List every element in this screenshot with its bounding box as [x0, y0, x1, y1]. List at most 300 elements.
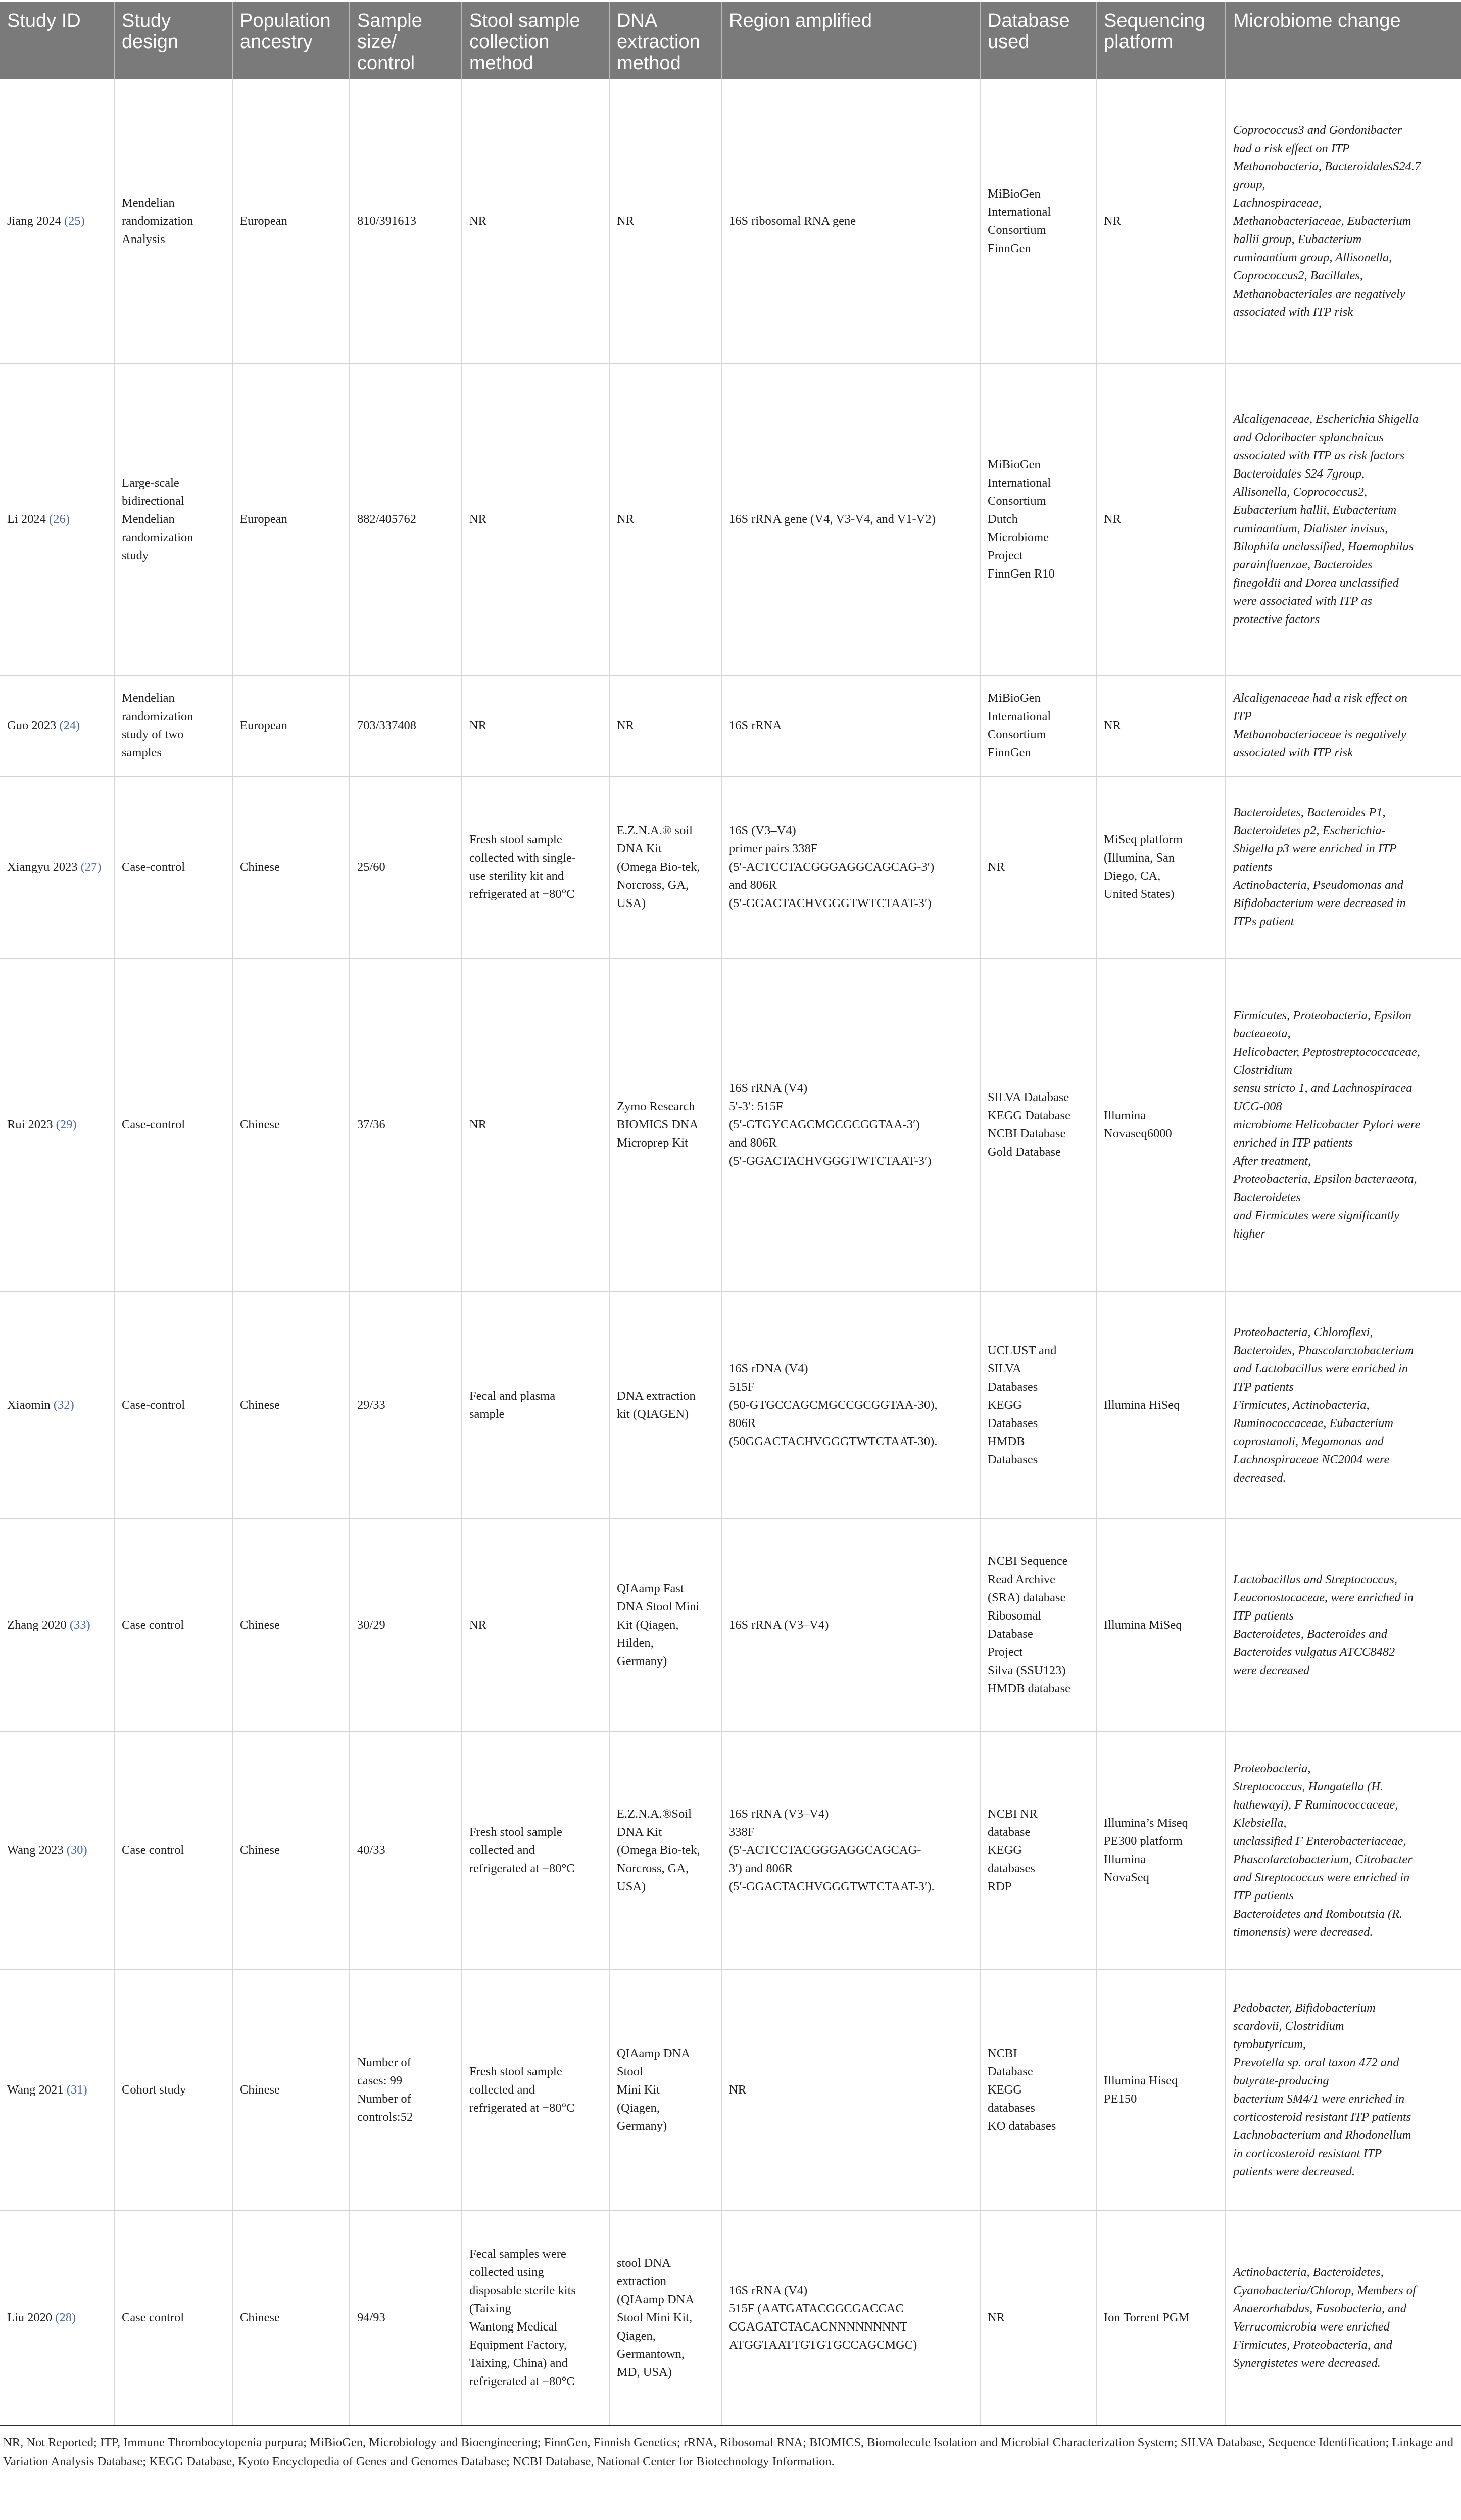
cell-line: Firmicutes, Actinobacteria,: [1233, 1398, 1370, 1412]
cell-line: QIAamp DNA: [617, 2047, 690, 2060]
cell-line: KO databases: [988, 2119, 1056, 2133]
cell-microbiome-change: [1226, 364, 1461, 675]
cell-study-id: [0, 79, 114, 364]
cell-line: Synergistetes were decreased.: [1233, 2356, 1381, 2370]
cell-line: hathewayi), F Ruminococcaceae,: [1233, 1798, 1398, 1812]
cell-database-used: [980, 2210, 1096, 2426]
cell-line: HMDB database: [988, 1682, 1070, 1695]
cell-study-design: [114, 675, 232, 776]
cell-study-design: [114, 1292, 232, 1519]
cell-microbiome-change: [1226, 1970, 1461, 2210]
cell-line: Consortium: [988, 494, 1046, 508]
cell-line: use sterility kit and: [469, 869, 564, 883]
study-id-text: Rui 2023: [7, 1118, 53, 1131]
cell-line: Databases: [988, 1380, 1038, 1394]
cell-line: stool DNA: [617, 2256, 671, 2270]
cell-line: Number of: [357, 2092, 411, 2106]
cell-line: MiBioGen: [988, 458, 1041, 471]
cell-region-amplified: [721, 675, 980, 776]
cell-line: Germantown,: [617, 2347, 685, 2361]
cell-line: associated with ITP risk: [1233, 746, 1353, 759]
cell-line: Illumina’s Miseq: [1104, 1816, 1188, 1830]
cell-line: Bacteroidetes, Bacteroides P1,: [1233, 805, 1386, 819]
cell-line: USA): [617, 896, 646, 910]
cell-line: MiSeq platform: [1104, 833, 1183, 846]
cell-line: Stool Mini Kit,: [617, 2311, 693, 2324]
cell-line: primer pairs 338F: [729, 842, 818, 855]
study-id-text: Li 2024: [7, 512, 46, 526]
cell-line: Chinese: [240, 860, 280, 874]
cell-line: Project: [988, 549, 1023, 562]
cell-line: group,: [1233, 177, 1265, 192]
cell-sample-size: [350, 958, 462, 1292]
cell-line: (Illumina, San: [1104, 851, 1175, 865]
cell-line: 3′) and 806R: [729, 1862, 793, 1875]
cell-line: Case control: [122, 2311, 184, 2324]
cell-study-id: [0, 1731, 114, 1970]
cell-line: ITP patients: [1233, 1889, 1294, 1903]
study-table: [0, 2, 1461, 2426]
table-row: [0, 1970, 1461, 2210]
cell-line: 94/93: [357, 2311, 385, 2324]
cell-line: International: [988, 476, 1051, 490]
cell-line: Dutch: [988, 512, 1018, 526]
cell-line: in corticosteroid resistant ITP: [1233, 2147, 1382, 2160]
cell-line: unclassified F Enterobacteriaceae,: [1233, 1834, 1406, 1848]
cell-line: Databases: [988, 1416, 1038, 1430]
cell-study-design: [114, 364, 232, 675]
cell-line: QIAamp Fast: [617, 1582, 684, 1595]
cell-line: collected and: [469, 2083, 535, 2097]
cell-dna-extraction: [609, 958, 721, 1292]
cell-line: Germany): [617, 2119, 667, 2133]
cell-line: KEGG: [988, 2083, 1022, 2097]
cell-line: collected and: [469, 1843, 535, 1857]
cell-study-id: [0, 364, 114, 675]
cell-sample-size: [350, 364, 462, 675]
cell-line: 5′-3′: 515F: [729, 1100, 783, 1113]
header-microbiome-change: Microbiome change: [1226, 2, 1461, 79]
study-id-text: Jiang 2024: [7, 214, 61, 228]
cell-line: SILVA Database: [988, 1090, 1069, 1104]
cell-line: NR: [469, 512, 487, 526]
cell-study-id: [0, 776, 114, 958]
cell-line: Lachnospiraceae NC2004 were: [1233, 1453, 1390, 1466]
cell-line: Norcross, GA,: [617, 878, 689, 892]
cell-line: Anaerorhabdus, Fusobacteria, and: [1233, 2302, 1406, 2315]
cell-line: Case-control: [122, 860, 185, 874]
cell-line: butyrate-producing: [1233, 2074, 1329, 2087]
cell-line: 16S (V3–V4): [729, 824, 796, 837]
cell-line: Actinobacteria, Bacteroidetes,: [1233, 2265, 1384, 2279]
cell-sequencing-platform: [1096, 2210, 1226, 2426]
cell-line: DNA extraction: [617, 1389, 696, 1403]
cell-line: associated with ITP risk: [1233, 305, 1353, 319]
cell-line: 16S rRNA (V3–V4): [729, 1807, 829, 1821]
cell-database-used: [980, 958, 1096, 1292]
cell-line: NovaSeq: [1104, 1871, 1149, 1884]
cell-line: Number of: [357, 2056, 411, 2069]
cell-line: PE300 platform: [1104, 1834, 1183, 1848]
cell-region-amplified: [721, 79, 980, 364]
cell-line: collected using: [469, 2265, 544, 2279]
reference-link[interactable]: (33): [69, 1618, 90, 1632]
cell-line: Prevotella sp. oral taxon 472 and: [1233, 2056, 1399, 2069]
cell-sequencing-platform: [1096, 675, 1226, 776]
cell-line: (SRA) database: [988, 1591, 1066, 1604]
cell-line: CGAGATCTACACNNNNNNNNT: [729, 2320, 908, 2334]
cell-line: Bacteroidetes p2, Escherichia-: [1233, 824, 1386, 837]
cell-dna-extraction: [609, 776, 721, 958]
cell-line: Alcaligenaceae, Escherichia Shigella: [1233, 412, 1419, 426]
cell-line: parainfluenzae, Bacteroides: [1233, 558, 1373, 572]
cell-population-ancestry: [232, 675, 350, 776]
cell-line: Read Archive: [988, 1573, 1056, 1586]
cell-microbiome-change: [1226, 1292, 1461, 1519]
cell-line: patients: [1233, 860, 1273, 874]
cell-line: UCLUST and: [988, 1344, 1057, 1357]
table-header: [0, 2, 1461, 79]
cell-stool-collection: [462, 1292, 609, 1519]
cell-line: Illumina Hiseq: [1104, 2074, 1178, 2087]
cell-microbiome-change: [1226, 79, 1461, 364]
cell-sequencing-platform: [1096, 1970, 1226, 2210]
cell-line: randomization: [122, 709, 193, 723]
cell-line: BIOMICS DNA: [617, 1118, 699, 1131]
cell-line: Fecal samples were: [469, 2247, 566, 2261]
cell-line: KEGG: [988, 1843, 1022, 1857]
cell-study-design: [114, 2210, 232, 2426]
cell-line: MiBioGen: [988, 186, 1041, 201]
cell-line: Case-control: [122, 1118, 185, 1131]
cell-line: Chinese: [240, 2311, 280, 2324]
cell-line: Qiagen,: [617, 2329, 656, 2343]
study-id-text: Xiangyu 2023: [7, 860, 78, 874]
cell-stool-collection: [462, 79, 609, 364]
cell-line: Coprococcus3 and Gordonibacter: [1233, 123, 1402, 137]
cell-study-id: [0, 1519, 114, 1731]
cell-stool-collection: [462, 958, 609, 1292]
cell-line: 16S rRNA (V4): [729, 2284, 808, 2297]
table-row: [0, 364, 1461, 675]
cell-line: refrigerated at −80°C: [469, 2374, 575, 2388]
cell-region-amplified: [721, 1292, 980, 1519]
cell-dna-extraction: [609, 1519, 721, 1731]
cell-line: DNA Kit: [617, 1825, 662, 1839]
cell-line: Databases: [988, 1453, 1038, 1466]
cell-line: E.Z.N.A.® soil: [617, 824, 693, 837]
header-study-design: Study design: [114, 2, 232, 79]
cell-line: and Streptococcus were enriched in: [1233, 1871, 1410, 1884]
cell-dna-extraction: [609, 79, 721, 364]
cell-line: Bacteroides vulgatus ATCC8482: [1233, 1645, 1395, 1659]
cell-population-ancestry: [232, 1519, 350, 1731]
header-row: [0, 2, 1461, 79]
cell-line: were associated with ITP as: [1233, 594, 1372, 608]
cell-region-amplified: [721, 1731, 980, 1970]
cell-line: NR: [469, 214, 487, 228]
cell-line: sample: [469, 1407, 505, 1421]
cell-line: 16S rRNA (V3–V4): [729, 1618, 829, 1632]
cell-line: NR: [617, 214, 635, 228]
cell-stool-collection: [462, 1731, 609, 1970]
cell-line: 515F (AATGATACGGCGACCAC: [729, 2302, 904, 2315]
cell-region-amplified: [721, 958, 980, 1292]
cell-line: scardovii, Clostridium: [1233, 2019, 1344, 2033]
cell-line: (50-GTGCCAGCMGCCGCGGTAA-30),: [729, 1398, 938, 1412]
cell-line: Proteobacteria, Epsilon bacteraeota,: [1233, 1172, 1417, 1186]
cell-line: NR: [469, 1118, 487, 1131]
cell-line: Alcaligenaceae had a risk effect on: [1233, 691, 1407, 705]
cell-line: Lachnobacterium and Rhodonellum: [1233, 2128, 1411, 2142]
cell-study-id: [0, 2210, 114, 2426]
cell-line: 16S rRNA gene (V4, V3-V4, and V1-V2): [729, 512, 936, 526]
cell-line: International: [988, 709, 1051, 723]
cell-line: KEGG Database: [988, 1109, 1070, 1122]
cell-line: 16S rRNA (V4): [729, 1081, 808, 1095]
cell-line: controls:52: [357, 2110, 413, 2124]
cell-database-used: [980, 776, 1096, 958]
header-dna-extraction: DNA extraction method: [609, 2, 721, 79]
cell-line: were decreased: [1233, 1663, 1310, 1677]
cell-line: NCBI Database: [988, 1127, 1066, 1140]
cell-line: study: [122, 549, 149, 562]
cell-line: and 806R: [729, 1136, 777, 1150]
header-study-id: Study ID: [0, 2, 114, 79]
cell-database-used: [980, 1292, 1096, 1519]
cell-line: databases: [988, 1862, 1035, 1875]
cell-microbiome-change: [1226, 958, 1461, 1292]
cell-line: Mendelian: [122, 691, 175, 705]
cell-line: Database: [988, 2065, 1033, 2078]
cell-line: NR: [469, 719, 487, 732]
table-footnote: NR, Not Reported; ITP, Immune Thrombocytopenia purpura; MiBioGen, Microbiology and Bioengineering; FinnGen, Finnish Genetics; rRNA, Ribosomal RNA; BIOMICS, Biomolecule Isolation and Microbial Characterization System; SILVA Database, Sequence Identification; Linkage and Variation Analysis Database; KEGG Database, Kyoto Encyclopedia of Genes and Genomes Database; NCBI Database, National Center for Biotechnology Information.: [3, 2436, 1454, 2468]
cell-line: Fresh stool sample: [469, 1825, 562, 1839]
cell-line: Proteobacteria,: [1233, 1762, 1311, 1775]
cell-line: Methanobacteriaceae, Eubacterium: [1233, 214, 1411, 228]
table-row: [0, 2210, 1461, 2426]
cell-line: Wantong Medical: [469, 2320, 558, 2334]
cell-line: Diego, CA,: [1104, 869, 1161, 883]
cell-line: DNA Kit: [617, 842, 662, 855]
cell-line: 25/60: [357, 860, 385, 874]
cell-line: Fresh stool sample: [469, 833, 562, 846]
cell-line: Stool: [617, 2065, 643, 2078]
reference-link[interactable]: (30): [66, 1843, 87, 1857]
cell-line: bacterium SM4/1 were enriched in: [1233, 2092, 1405, 2106]
cell-line: (5′-ACTCCTACGGGAGGCAGCAG-3′): [729, 860, 935, 874]
reference-link[interactable]: (25): [64, 214, 85, 228]
cell-sample-size: [350, 1292, 462, 1519]
cell-population-ancestry: [232, 1731, 350, 1970]
cell-line: 703/337408: [357, 719, 417, 732]
study-id-text: Wang 2021: [7, 2083, 64, 2097]
cell-line: FinnGen: [988, 241, 1031, 255]
cell-population-ancestry: [232, 1292, 350, 1519]
cell-line: Proteobacteria, Chloroflexi,: [1233, 1325, 1373, 1339]
reference-link[interactable]: (24): [59, 719, 80, 732]
cell-line: After treatment,: [1233, 1154, 1311, 1168]
cell-line: NCBI NR: [988, 1807, 1038, 1821]
cell-line: NR: [729, 2083, 747, 2097]
cell-microbiome-change: [1226, 675, 1461, 776]
cell-line: Allisonella, Coprococcus2,: [1233, 485, 1368, 499]
cell-line: Phascolarctobacterium, Citrobacter: [1233, 1852, 1413, 1866]
cell-line: cases: 99: [357, 2074, 403, 2087]
cell-dna-extraction: [609, 1292, 721, 1519]
cell-dna-extraction: [609, 1731, 721, 1970]
cell-line: Fecal and plasma: [469, 1389, 556, 1403]
cell-line: KEGG: [988, 1398, 1022, 1412]
cell-sample-size: [350, 2210, 462, 2426]
cell-line: extraction: [617, 2274, 666, 2288]
header-database-used: Database used: [980, 2, 1096, 79]
cell-region-amplified: [721, 1519, 980, 1731]
cell-line: ITP: [1233, 709, 1252, 723]
cell-line: NR: [988, 2311, 1005, 2324]
cell-sequencing-platform: [1096, 79, 1226, 364]
reference-link[interactable]: (26): [49, 512, 70, 526]
table-row: [0, 1292, 1461, 1519]
cell-database-used: [980, 1970, 1096, 2210]
reference-link[interactable]: (27): [80, 860, 102, 874]
cell-line: European: [240, 719, 287, 732]
cell-line: Case-control: [122, 1398, 185, 1412]
cell-sample-size: [350, 776, 462, 958]
table-row: [0, 1519, 1461, 1731]
cell-line: and Lactobacillus were enriched in: [1233, 1362, 1408, 1375]
cell-line: Mendelian: [122, 512, 175, 526]
cell-line: Methanobacteriales are negatively: [1233, 287, 1405, 301]
cell-sequencing-platform: [1096, 1519, 1226, 1731]
cell-line: Firmicutes, Proteobacteria, and: [1233, 2338, 1392, 2352]
cell-region-amplified: [721, 776, 980, 958]
cell-study-design: [114, 776, 232, 958]
cell-line: Illumina: [1104, 1852, 1146, 1866]
cell-line: International: [988, 205, 1051, 219]
cell-line: Taixing, China) and: [469, 2356, 568, 2370]
cell-database-used: [980, 1731, 1096, 1970]
cell-line: bacteaeota,: [1233, 1027, 1291, 1040]
cell-line: (50GGACTACHVGGGTWTCTAAT-30).: [729, 1435, 938, 1448]
cell-line: coprostanoli, Megamonas and: [1233, 1435, 1384, 1448]
cell-line: FinnGen: [988, 746, 1031, 759]
table-row: [0, 1731, 1461, 1970]
cell-line: European: [240, 512, 287, 526]
cell-line: RDP: [988, 1880, 1012, 1893]
cell-line: Klebsiella,: [1233, 1816, 1287, 1830]
cell-line: Microprep Kit: [617, 1136, 688, 1150]
cell-line: refrigerated at −80°C: [469, 887, 575, 901]
cell-line: Ruminococcaceae, Eubacterium: [1233, 1416, 1394, 1430]
cell-line: Microbiome: [988, 531, 1049, 544]
cell-sample-size: [350, 79, 462, 364]
cell-line: had a risk effect on ITP: [1233, 141, 1350, 155]
cell-line: kit (QIAGEN): [617, 1407, 689, 1421]
cell-stool-collection: [462, 776, 609, 958]
table-row: [0, 776, 1461, 958]
cell-line: microbiome Helicobacter Pylori were: [1233, 1118, 1421, 1131]
cell-line: 16S rDNA (V4): [729, 1362, 808, 1375]
cell-line: NR: [988, 860, 1005, 874]
cell-line: Bacteroidetes: [1233, 1191, 1301, 1204]
cell-study-design: [114, 79, 232, 364]
cell-line: Pedobacter, Bifidobacterium: [1233, 2001, 1376, 2015]
cell-line: tyrobutyricum,: [1233, 2037, 1306, 2051]
cell-line: Methanobacteriaceae is negatively: [1233, 728, 1406, 741]
cell-line: Helicobacter, Peptostreptococcaceae,: [1233, 1045, 1420, 1059]
cell-line: and Odoribacter splanchnicus: [1233, 431, 1384, 444]
cell-line: ITP patients: [1233, 1609, 1294, 1623]
cell-line: Analysis: [122, 232, 165, 246]
cell-line: randomization: [122, 214, 193, 228]
cell-line: USA): [617, 1880, 646, 1893]
reference-link[interactable]: (29): [56, 1118, 77, 1131]
header-stool-collection: Stool sample collection method: [462, 2, 609, 79]
cell-line: Bacteroides, Phascolarctobacterium: [1233, 1344, 1414, 1357]
study-id-text: Zhang 2020: [7, 1618, 67, 1632]
cell-population-ancestry: [232, 958, 350, 1292]
cell-line: NR: [1104, 512, 1122, 526]
cell-line: Coprococcus2, Bacillales,: [1233, 268, 1363, 282]
cell-stool-collection: [462, 364, 609, 675]
reference-link[interactable]: (28): [55, 2311, 76, 2324]
table-body: [0, 79, 1461, 2426]
cell-line: Verrucomicrobia were enriched: [1233, 2320, 1390, 2334]
cell-line: NR: [617, 719, 635, 732]
cell-line: 806R: [729, 1416, 756, 1430]
cell-sample-size: [350, 1731, 462, 1970]
cell-line: NR: [1104, 719, 1122, 732]
header-sample-size: Sample size/ control: [350, 2, 462, 79]
cell-line: Fresh stool sample: [469, 2065, 562, 2078]
cell-study-id: [0, 1292, 114, 1519]
cell-line: (5′-GGACTACHVGGGTWTCTAAT-3′): [729, 896, 932, 910]
cell-line: Chinese: [240, 2083, 280, 2097]
reference-link[interactable]: (31): [66, 2083, 87, 2097]
cell-database-used: [980, 675, 1096, 776]
cell-line: refrigerated at −80°C: [469, 2101, 575, 2115]
cell-line: Gold Database: [988, 1145, 1061, 1159]
cell-sequencing-platform: [1096, 958, 1226, 1292]
cell-line: Norcross, GA,: [617, 1862, 689, 1875]
cell-line: FinnGen R10: [988, 567, 1055, 581]
cell-line: study of two: [122, 728, 184, 741]
table-row: [0, 958, 1461, 1292]
cell-line: Case control: [122, 1843, 184, 1857]
cell-study-id: [0, 675, 114, 776]
cell-sample-size: [350, 675, 462, 776]
cell-line: timonensis) were decreased.: [1233, 1925, 1373, 1939]
cell-study-design: [114, 1519, 232, 1731]
cell-stool-collection: [462, 2210, 609, 2426]
cell-line: Lachnospiraceae,: [1233, 196, 1322, 210]
cell-line: Database: [988, 1627, 1033, 1641]
cell-line: NR: [469, 1618, 487, 1632]
cell-line: Bifidobacterium were decreased in: [1233, 896, 1406, 910]
cell-dna-extraction: [609, 1970, 721, 2210]
cell-line: Kit (Qiagen,: [617, 1618, 679, 1632]
cell-sequencing-platform: [1096, 364, 1226, 675]
cell-line: Methanobacteria, BacteroidalesS24.7: [1233, 159, 1421, 173]
cell-line: Consortium: [988, 223, 1046, 237]
cell-line: Firmicutes, Proteobacteria, Epsilon: [1233, 1009, 1411, 1022]
cell-line: and Firmicutes were significantly: [1233, 1209, 1400, 1222]
cell-line: samples: [122, 746, 162, 759]
cell-line: 16S rRNA: [729, 719, 782, 732]
reference-link[interactable]: (32): [53, 1398, 74, 1412]
cell-line: Silva (SSU123): [988, 1663, 1066, 1677]
